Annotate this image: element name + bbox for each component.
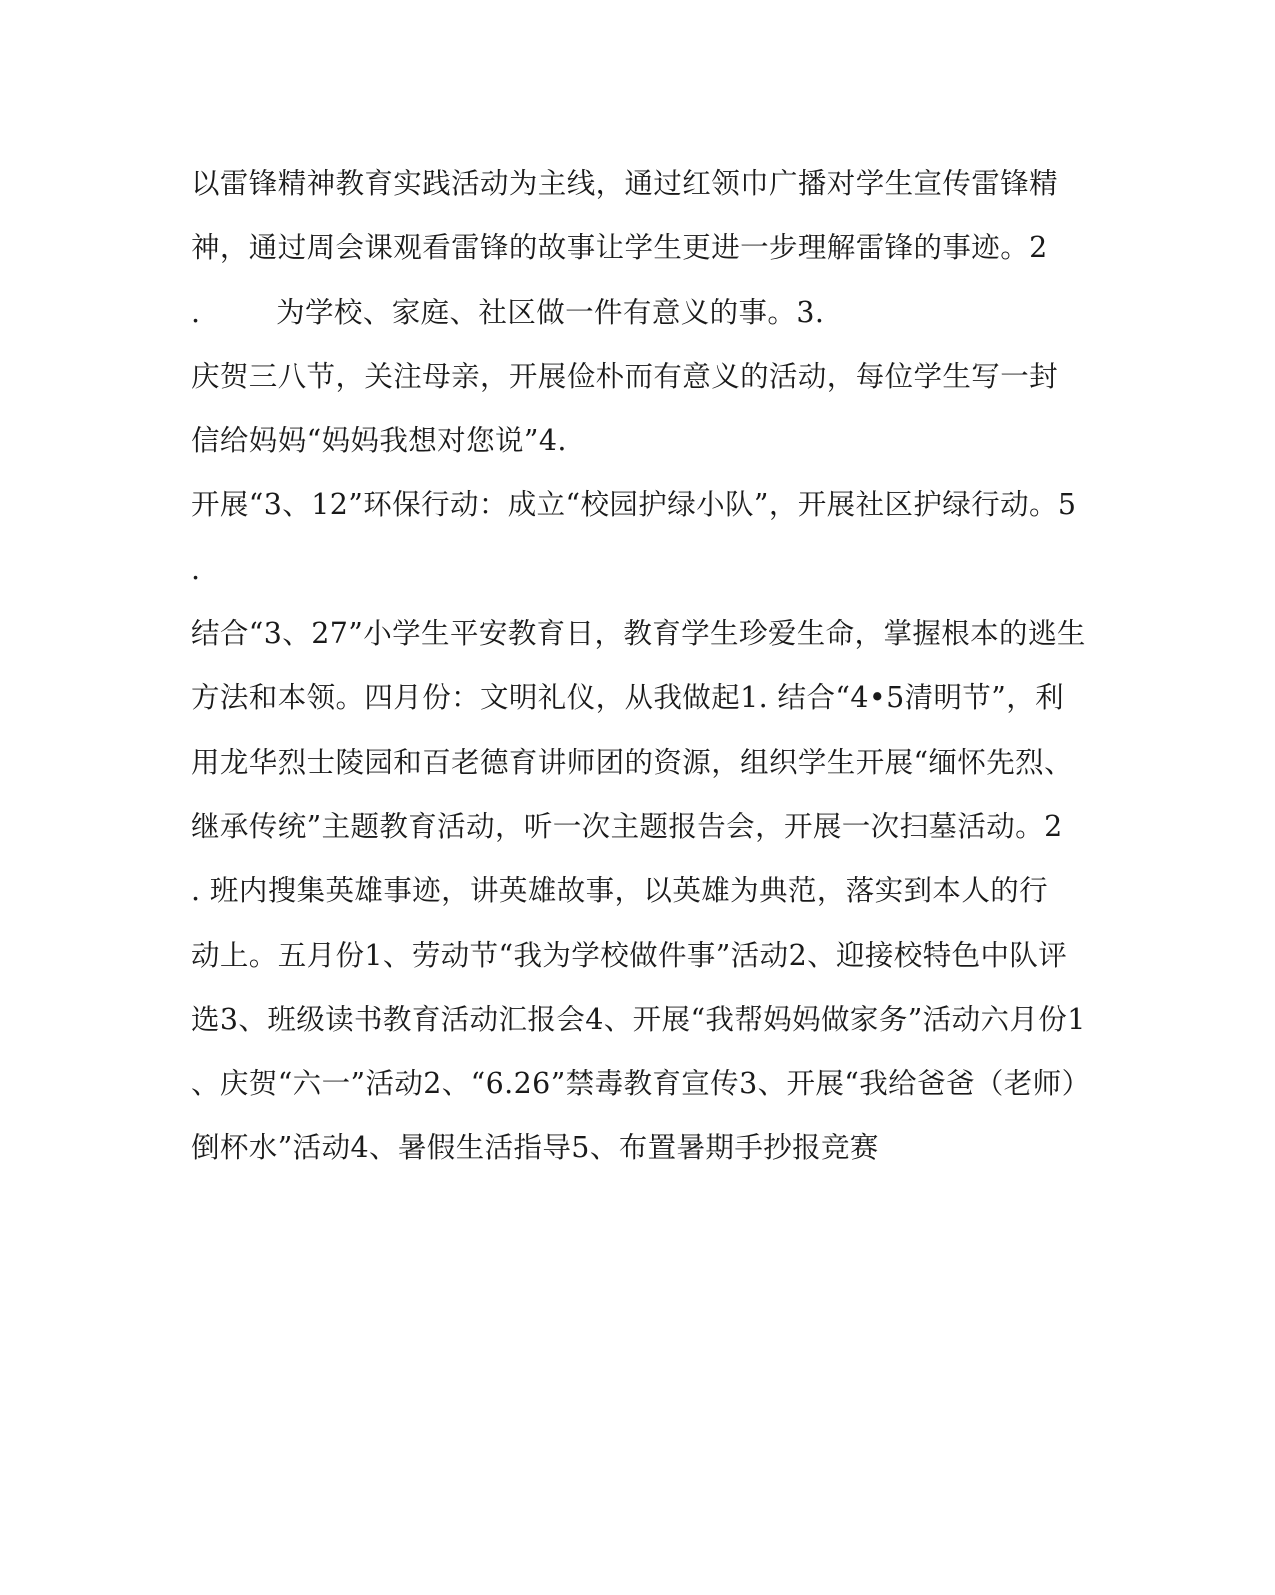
text-line: . 班内搜集英雄事迹，讲英雄故事，以英雄为典范，落实到本人的行 [191,874,1049,908]
text-line: 选3、班级读书教育活动汇报会4、开展“我帮妈妈做家务”活动六月份1 [191,1002,1086,1036]
text-line: 结合“3、27”小学生平安教育日，教育学生珍爱生命，掌握根本的逃生 [191,617,1086,651]
text-line: . 为学校、家庭、社区做一件有意义的事。3. [191,295,825,329]
body-text [191,160,1091,1189]
text-line: 信给妈妈“妈妈我想对您说”4. [191,424,567,458]
text-line: . [191,552,201,586]
text-line: 继承传统”主题教育活动，听一次主题报告会，开展一次扫墓活动。2 [191,809,1063,843]
text-line: 以雷锋精神教育实践活动为主线，通过红领巾广播对学生宣传雷锋精 [191,167,1059,200]
text-line: 倒杯水”活动4、暑假生活指导5、布置暑期手抄报竞赛 [191,1131,879,1165]
text-line: 动上。五月份1、劳动节“我为学校做件事”活动2、迎接校特色中队评 [191,938,1068,972]
text-line: 开展“3、12”环保行动：成立“校园护绿小队”，开展社区护绿行动。5 [191,488,1077,522]
text-line: 方法和本领。四月份：文明礼仪，从我做起1. 结合“4•5清明节”，利 [191,681,1065,715]
text-line: 神，通过周会课观看雷锋的故事让学生更进一步理解雷锋的事迹。2 [191,231,1048,265]
text-line: 、庆贺“六一”活动2、“6.26”禁毒教育宣传3、开展“我给爸爸（老师） [191,1067,1091,1101]
text-line: 用龙华烈士陵园和百老德育讲师团的资源，组织学生开展“缅怀先烈、 [191,745,1073,779]
text-line: 庆贺三八节，关注母亲，开展俭朴而有意义的活动，每位学生写一封 [191,359,1059,393]
